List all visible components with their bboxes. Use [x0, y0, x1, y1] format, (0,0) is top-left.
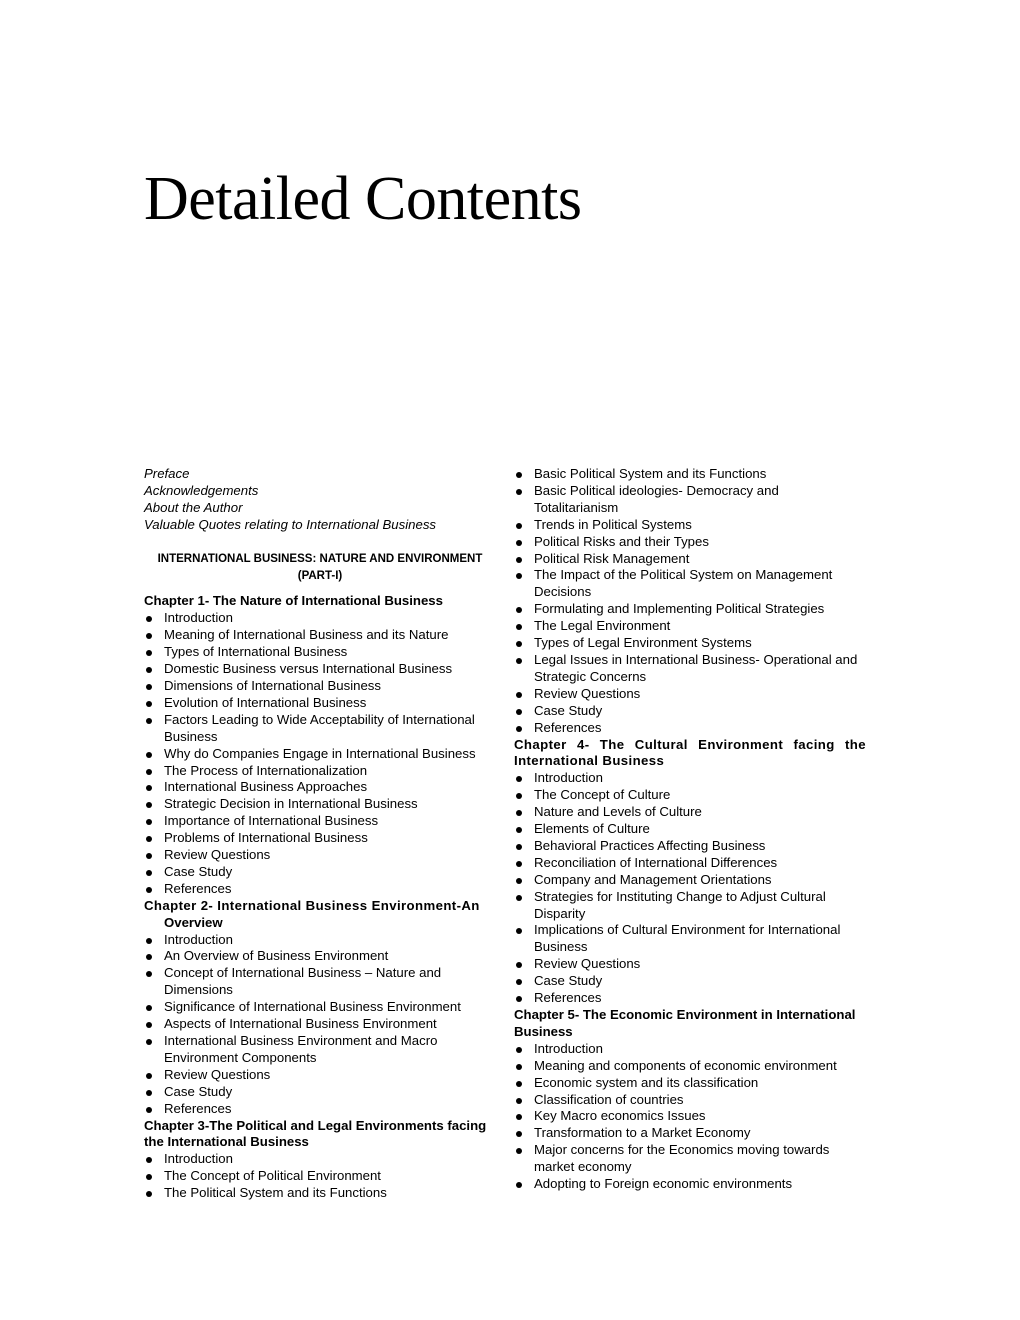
toc-entry: Types of International Business: [144, 644, 496, 661]
toc-entry: Company and Management Orientations: [514, 872, 866, 889]
part-heading-line-1: INTERNATIONAL BUSINESS: NATURE AND ENVIRONMENT: [157, 552, 483, 565]
front-matter-about-author: About the Author: [144, 499, 243, 515]
chapter-2-heading-line-2: Overview: [164, 914, 223, 930]
toc-entry: Strategies for Instituting Change to Adjust Cultural Disparity: [514, 889, 866, 923]
toc-entry: International Business Environment and Macro Environment Components: [144, 1033, 496, 1067]
toc-entry: Concept of International Business – Nature and Dimensions: [144, 965, 496, 999]
toc-entry: References: [514, 990, 866, 1007]
toc-entry: Why do Companies Engage in International Business: [144, 746, 496, 763]
chapter-3-heading: Chapter 3-The Political and Legal Environments facing the International Business: [144, 1117, 487, 1150]
toc-entry: Formulating and Implementing Political Strategies: [514, 601, 866, 618]
toc-entry: Types of Legal Environment Systems: [514, 635, 866, 652]
chapter-2-heading-line-1: Chapter 2- International Business Environment-An: [144, 897, 480, 913]
chapter-3-items: [144, 1151, 496, 1202]
toc-entry: The Concept of Culture: [514, 787, 866, 804]
toc-entry: Introduction: [144, 932, 496, 949]
toc-entry: Nature and Levels of Culture: [514, 804, 866, 821]
toc-entry: Key Macro economics Issues: [514, 1108, 866, 1125]
toc-entry: International Business Approaches: [144, 779, 496, 796]
front-matter-quotes: Valuable Quotes relating to International Business: [144, 516, 437, 532]
toc-entry: Adopting to Foreign economic environments: [514, 1176, 866, 1193]
toc-entry: The Legal Environment: [514, 618, 866, 635]
toc-entry: Review Questions: [144, 847, 496, 864]
part-heading-line-2: (PART-I): [297, 569, 343, 582]
toc-entry: Reconciliation of International Differences: [514, 855, 866, 872]
toc-entry: An Overview of Business Environment: [144, 948, 496, 965]
toc-entry: Political Risk Management: [514, 551, 866, 568]
toc-entry: Problems of International Business: [144, 830, 496, 847]
toc-entry: Case Study: [514, 703, 866, 720]
toc-entry: Case Study: [144, 1084, 496, 1101]
toc-entry: Basic Political ideologies- Democracy and Totalitarianism: [514, 483, 866, 517]
toc-entry: Legal Issues in International Business- Operational and Strategic Concerns: [514, 652, 866, 686]
contents-right-column: [514, 466, 866, 1193]
toc-entry: Elements of Culture: [514, 821, 866, 838]
toc-entry: Economic system and its classification: [514, 1075, 866, 1092]
toc-entry: Meaning of International Business and its Nature: [144, 627, 496, 644]
toc-entry: The Impact of the Political System on Management Decisions: [514, 567, 866, 601]
toc-entry: Importance of International Business: [144, 813, 496, 830]
chapter-4-items: [514, 770, 866, 1007]
toc-entry: Classification of countries: [514, 1092, 866, 1109]
toc-entry: Case Study: [514, 973, 866, 990]
toc-entry: Political Risks and their Types: [514, 534, 866, 551]
front-matter-preface: Preface: [144, 466, 190, 481]
toc-entry: Implications of Cultural Environment for International Business: [514, 922, 866, 956]
toc-entry: References: [514, 720, 866, 737]
toc-entry: Basic Political System and its Functions: [514, 466, 866, 483]
toc-entry: Introduction: [144, 1151, 496, 1168]
chapter-4-heading: Chapter 4- The Cultural Environment facing the International Business: [514, 736, 866, 769]
chapter-5-items: [514, 1041, 866, 1193]
chapter-1-items: [144, 610, 496, 897]
toc-entry: The Concept of Political Environment: [144, 1168, 496, 1185]
toc-entry: Case Study: [144, 864, 496, 881]
chapter-5-heading: Chapter 5- The Economic Environment in International Business: [514, 1007, 856, 1039]
toc-entry: References: [144, 881, 496, 898]
toc-entry: Review Questions: [514, 956, 866, 973]
part-heading: [144, 551, 496, 585]
toc-entry: The Process of Internationalization: [144, 763, 496, 780]
toc-entry: Introduction: [144, 610, 496, 627]
toc-entry: Factors Leading to Wide Acceptability of International Business: [144, 712, 496, 746]
contents-left-column: [144, 466, 496, 1202]
toc-entry: References: [144, 1101, 496, 1118]
toc-entry: Domestic Business versus International Business: [144, 661, 496, 678]
chapter-3-items-continued: [514, 466, 866, 737]
toc-entry: Significance of International Business Environment: [144, 999, 496, 1016]
toc-entry: Introduction: [514, 770, 866, 787]
toc-entry: Introduction: [514, 1041, 866, 1058]
toc-entry: Transformation to a Market Economy: [514, 1125, 866, 1142]
toc-entry: Dimensions of International Business: [144, 678, 496, 695]
toc-entry: Review Questions: [144, 1067, 496, 1084]
chapter-2-items: [144, 932, 496, 1118]
toc-entry: Evolution of International Business: [144, 695, 496, 712]
toc-entry: Review Questions: [514, 686, 866, 703]
toc-entry: Meaning and components of economic environment: [514, 1058, 866, 1075]
toc-entry: The Political System and its Functions: [144, 1185, 496, 1202]
toc-entry: Trends in Political Systems: [514, 517, 866, 534]
chapter-1-heading: Chapter 1- The Nature of International Business: [144, 593, 443, 609]
toc-entry: Behavioral Practices Affecting Business: [514, 838, 866, 855]
toc-entry: Aspects of International Business Environment: [144, 1016, 496, 1033]
toc-entry: Strategic Decision in International Business: [144, 796, 496, 813]
toc-entry: Major concerns for the Economics moving towards market economy: [514, 1142, 866, 1176]
page-title: Detailed Contents: [144, 165, 582, 233]
front-matter-acknowledgements: Acknowledgements: [144, 482, 259, 498]
